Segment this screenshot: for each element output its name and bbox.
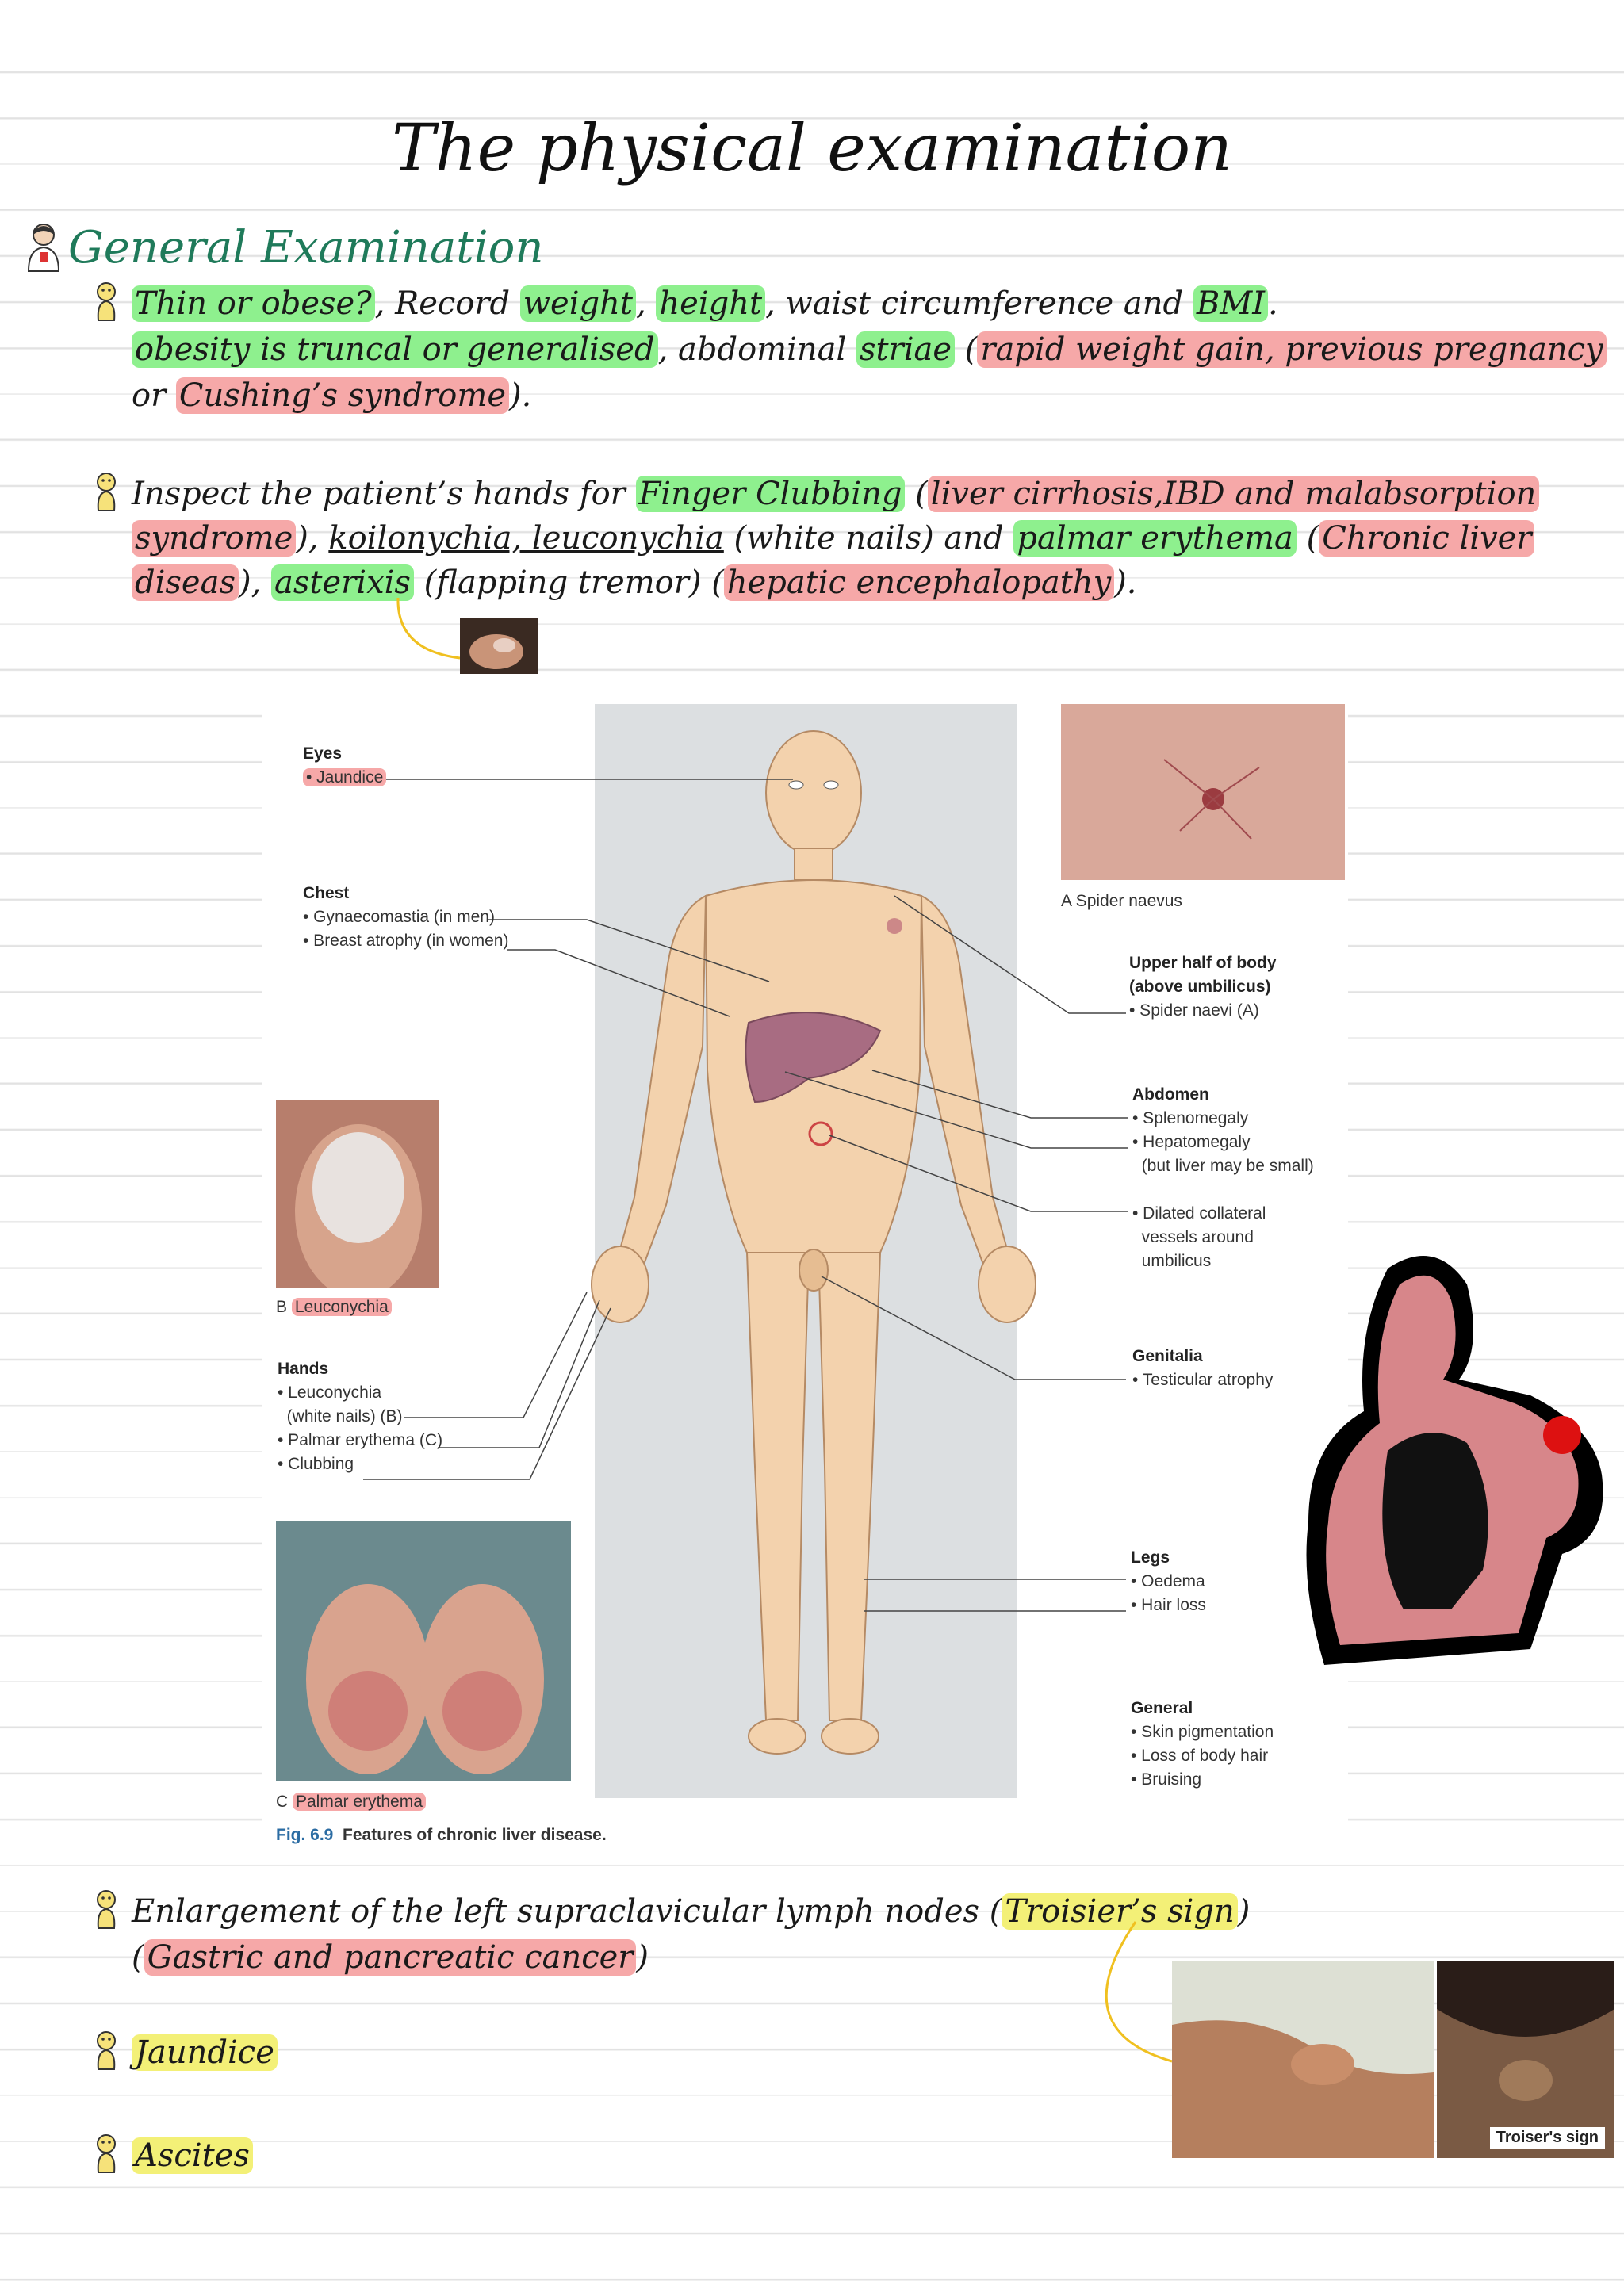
p1-line3: or Cushing’s syndrome ). xyxy=(132,377,532,414)
fig-general: General • Skin pigmentation • Loss of body hair • Bruising xyxy=(1131,1699,1274,1789)
fig-upper-body: Upper half of body (above umbilicus) • Spider naevi (A) xyxy=(1129,954,1277,1020)
section-title: General Examination xyxy=(68,222,544,274)
character-sticker xyxy=(1293,1237,1610,1681)
p3-line2: ( Gastric and pancreatic cancer ) xyxy=(132,1939,649,1976)
fig-genitalia: Genitalia • Testicular atrophy xyxy=(1132,1347,1274,1389)
p2-line2: syndrome ), koilonychia, leuconychia (white nails) and palmar erythema ( Chronic liver xyxy=(132,519,1534,558)
fig-caption-a: A Spider naevus xyxy=(1061,892,1182,910)
photo-label: Troiser's sign xyxy=(1490,2127,1605,2149)
spider-naevus-photo xyxy=(1061,704,1345,880)
fig-legs: Legs • Oedema • Hair loss xyxy=(1131,1548,1206,1614)
p4-line: Jaundice xyxy=(132,2033,278,2072)
palmar-erythema-photo xyxy=(276,1521,571,1781)
bullet-icon xyxy=(92,2030,121,2071)
bullet-icon xyxy=(92,1888,121,1930)
p1-line1: Thin or obese? , Record weight , height , waist circumference and BMI . xyxy=(132,284,1278,323)
fig-abdomen: Abdomen • Splenomegaly • Hepatomegaly (but liver may be small) xyxy=(1132,1085,1314,1175)
fig-caption: Fig. 6.9 Features of chronic liver disease. xyxy=(276,1826,607,1844)
fig-chest: Chest • Gynaecomastia (in men) • Breast atrophy (in women) xyxy=(303,884,509,950)
p2-line1: Inspect the patient’s hands for Finger Clubbing ( liver cirrhosis,IBD and malabsorption xyxy=(132,474,1539,514)
fig-caption-c: C Palmar erythema xyxy=(276,1790,426,1814)
p5-line: Ascites xyxy=(132,2136,253,2175)
bullet-icon xyxy=(92,2133,121,2174)
p1-line2: obesity is truncal or generalised , abdominal striae ( rapid weight gain, previous pregnancy xyxy=(132,330,1607,369)
p2-line3: diseas ), asterixis (flapping tremor) ( hepatic encephalopathy ). xyxy=(132,563,1137,603)
p3-line1: Enlargement of the left supraclavicular lymph nodes ( Troisier’s sign ) xyxy=(132,1893,1251,1930)
troisier-neck-photo-2 xyxy=(1437,1961,1614,2158)
fig-eyes: Eyes • Jaundice xyxy=(303,742,386,790)
page-title: The physical examination xyxy=(392,111,1232,186)
leuconychia-photo xyxy=(276,1100,439,1288)
fig-collateral: • Dilated collateral vessels around umbilicus xyxy=(1132,1204,1266,1270)
fig-caption-b: B Leuconychia xyxy=(276,1295,392,1319)
troisier-neck-photo-1 xyxy=(1172,1961,1434,2158)
fig-hands: Hands • Leuconychia (white nails) (B) • Palmar erythema (C) • Clubbing xyxy=(278,1360,443,1473)
